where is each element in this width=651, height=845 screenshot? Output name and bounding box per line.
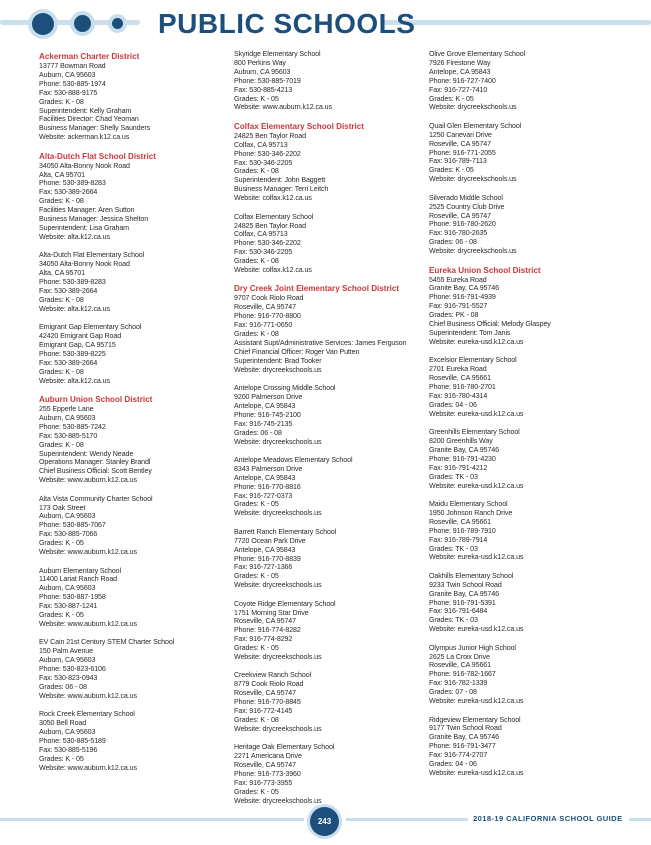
entry-line: 173 Oak Street xyxy=(39,503,86,512)
phone-line: Phone: 530-389-8283 xyxy=(39,179,106,188)
entry-line: Roseville, CA 95747 xyxy=(234,689,296,698)
website-line: Website: drycreekschools.us xyxy=(234,796,322,805)
grades-line: Grades: K - 05 xyxy=(234,644,279,653)
header-dot-medium xyxy=(74,15,91,32)
school-name: Heritage Oak Elementary School xyxy=(234,743,335,752)
website-line: Website: eureka-usd.k12.ca.us xyxy=(429,409,524,418)
school-name: Creekview Ranch School xyxy=(234,671,312,680)
school-name: Greenhills Elementary School xyxy=(429,428,520,437)
district-name: Alta-Dutch Flat School District xyxy=(39,151,156,161)
school-name: Rock Creek Elementary School xyxy=(39,710,135,719)
school-entry xyxy=(234,743,424,805)
phone-line: Phone: 530-887-1958 xyxy=(39,593,106,602)
entry-line: 1250 Canevari Drive xyxy=(429,130,492,139)
phone-line: Phone: 916-770-8816 xyxy=(234,482,301,491)
entry-line: Superintendent: Wendy Neade xyxy=(39,449,134,458)
header-dot-small xyxy=(112,18,123,29)
website-line: Website: www.auburn.k12.ca.us xyxy=(39,476,137,485)
entry-line: Antelope, CA 95843 xyxy=(429,67,491,76)
entry-line: Auburn, CA 95603 xyxy=(39,70,96,79)
entry-line: Chief Business Official: Scott Bentley xyxy=(39,467,152,476)
school-entry xyxy=(429,500,619,562)
entry-line: Antelope, CA 95843 xyxy=(234,473,296,482)
entry-line: 34050 Alta-Bonny Nook Road xyxy=(39,260,130,269)
grades-line: Grades: K - 08 xyxy=(39,295,84,304)
entry-line: Roseville, CA 95661 xyxy=(429,517,491,526)
entry-line: 800 Perkins Way xyxy=(234,58,286,67)
fax-line: Fax: 916-773-3955 xyxy=(234,778,293,787)
entry-line: 9707 Cook Riolo Road xyxy=(234,294,304,303)
phone-line: Phone: 916-791-3477 xyxy=(429,742,496,751)
school-name: Auburn Elementary School xyxy=(39,566,121,575)
school-name: Maidu Elementary School xyxy=(429,499,508,508)
school-entry xyxy=(234,213,424,275)
website-line: Website: www.auburn.k12.ca.us xyxy=(234,103,332,112)
school-name: Skyridge Elementary School xyxy=(234,50,321,58)
entry-line: Assistant Supt/Administrative Services: James Ferguson xyxy=(234,338,407,347)
grades-line: Grades: K - 05 xyxy=(234,572,279,581)
school-name: Antelope Crossing Middle School xyxy=(234,384,336,393)
page-title: PUBLIC SCHOOLS xyxy=(158,8,416,39)
entry-line: 255 Epperle Lane xyxy=(39,405,94,413)
entry-line: Antelope, CA 95843 xyxy=(234,401,296,410)
directory-column-2 xyxy=(234,50,424,815)
entry-line: Emigrant Gap, CA 95715 xyxy=(39,340,116,349)
school-entry xyxy=(39,638,229,700)
school-entry xyxy=(234,671,424,733)
grades-line: Grades: 06 - 08 xyxy=(234,428,282,437)
school-entry xyxy=(234,600,424,662)
entry-line: Superintendent: Lisa Graham xyxy=(39,224,129,232)
phone-line: Phone: 916-770-8800 xyxy=(234,312,301,321)
entry-line: 7926 Firestone Way xyxy=(429,58,491,67)
header-dot-large xyxy=(32,13,54,35)
school-name: Emigrant Gap Elementary School xyxy=(39,323,142,332)
district-entry xyxy=(39,52,229,142)
grades-line: Grades: 04 - 06 xyxy=(429,760,477,769)
phone-line: Phone: 530-885-7019 xyxy=(234,76,301,85)
school-entry xyxy=(39,323,229,385)
website-line: Website: colfax.k12.ca.us xyxy=(234,266,312,275)
website-line: Website: drycreekschools.us xyxy=(234,581,322,590)
grades-line: Grades: K - 08 xyxy=(234,257,279,266)
grades-line: Grades: K - 08 xyxy=(39,440,84,449)
footer-rule-middle xyxy=(346,818,468,821)
phone-line: Phone: 916-780-2701 xyxy=(429,383,496,391)
website-line: Website: alta.k12.ca.us xyxy=(39,376,110,385)
entry-line: Granite Bay, CA 95746 xyxy=(429,445,499,454)
website-line: Website: eureka-usd.k12.ca.us xyxy=(429,481,524,490)
phone-line: Phone: 530-885-7067 xyxy=(39,521,106,530)
phone-line: Phone: 530-823-6106 xyxy=(39,665,106,674)
fax-line: Fax: 916-727-1366 xyxy=(234,563,293,572)
fax-line: Fax: 916-780-2635 xyxy=(429,229,488,238)
grades-line: Grades: K - 08 xyxy=(39,197,84,206)
website-line: Website: drycreekschools.us xyxy=(429,247,517,256)
entry-line: 1751 Morning Star Drive xyxy=(234,608,309,617)
school-name: Quail Glen Elementary School xyxy=(429,121,522,130)
website-line: Website: drycreekschools.us xyxy=(429,103,517,112)
entry-line: Roseville, CA 95747 xyxy=(234,617,296,626)
website-line: Website: eureka-usd.k12.ca.us xyxy=(429,337,524,346)
phone-line: Phone: 916-780-2620 xyxy=(429,220,496,229)
phone-line: Phone: 530-885-5189 xyxy=(39,736,106,745)
entry-line: Superintendent: Tom Janis xyxy=(429,328,511,337)
grades-line: Grades: 06 - 08 xyxy=(39,682,87,691)
entry-line: 8779 Cook Riolo Road xyxy=(234,680,304,689)
website-line: Website: drycreekschools.us xyxy=(234,365,322,374)
entry-line: Facilities Manager: Aren Sutton xyxy=(39,206,135,215)
grades-line: Grades: 06 - 08 xyxy=(429,238,477,247)
phone-line: Phone: 916-770-8839 xyxy=(234,554,301,563)
district-entry xyxy=(39,152,229,242)
phone-line: Phone: 916-771-2055 xyxy=(429,148,496,157)
phone-line: Phone: 916-782-1667 xyxy=(429,670,496,679)
phone-line: Phone: 916-773-3960 xyxy=(234,770,301,779)
fax-line: Fax: 916-727-0373 xyxy=(234,491,293,500)
directory-column-3 xyxy=(429,50,619,787)
fax-line: Fax: 916-772-4145 xyxy=(234,707,293,716)
entry-line: Roseville, CA 95661 xyxy=(429,374,491,383)
entry-line: 2271 Americana Drive xyxy=(234,752,302,761)
entry-line: 1950 Johnson Ranch Drive xyxy=(429,508,513,517)
phone-line: Phone: 916-745-2100 xyxy=(234,410,301,419)
grades-line: Grades: K - 08 xyxy=(234,167,279,176)
grades-line: Grades: TK - 03 xyxy=(429,616,478,625)
website-line: Website: drycreekschools.us xyxy=(234,724,322,733)
grades-line: Grades: TK - 03 xyxy=(429,544,478,553)
phone-line: Phone: 530-885-7242 xyxy=(39,422,106,431)
phone-line: Phone: 916-770-8845 xyxy=(234,698,301,707)
grades-line: Grades: K - 05 xyxy=(39,539,84,548)
school-name: Colfax Elementary School xyxy=(234,212,314,221)
school-name: EV Cain 21st Century STEM Charter School xyxy=(39,638,175,647)
school-name: Excelsior Elementary School xyxy=(429,356,517,365)
entry-line: Auburn, CA 95603 xyxy=(39,584,96,593)
entry-line: 8200 Greenhills Way xyxy=(429,437,493,446)
school-name: Olive Grove Elementary School xyxy=(429,50,526,58)
school-entry xyxy=(234,528,424,590)
school-entry xyxy=(39,495,229,557)
entry-line: Facilities Director: Chad Yeoman xyxy=(39,115,139,124)
phone-line: Phone: 530-389-8283 xyxy=(39,278,106,287)
website-line: Website: alta.k12.ca.us xyxy=(39,232,110,241)
district-name: Dry Creek Joint Elementary School District xyxy=(234,284,400,294)
entry-line: Auburn, CA 95603 xyxy=(39,512,96,521)
school-entry xyxy=(234,384,424,446)
entry-line: Granite Bay, CA 95746 xyxy=(429,284,499,293)
directory-column-1 xyxy=(39,50,229,782)
school-name: Coyote Ridge Elementary School xyxy=(234,599,336,608)
entry-line: Auburn, CA 95603 xyxy=(39,728,96,736)
school-name: Alta-Dutch Flat Elementary School xyxy=(39,251,145,260)
entry-line: 9233 Twin School Road xyxy=(429,580,502,589)
entry-line: Auburn, CA 95603 xyxy=(234,67,291,76)
website-line: Website: colfax.k12.ca.us xyxy=(234,194,312,203)
phone-line: Phone: 916-727-7400 xyxy=(429,76,496,85)
district-name: Eureka Union School District xyxy=(429,265,541,275)
entry-line: 24825 Ben Taylor Road xyxy=(234,131,306,140)
entry-line: 150 Palm Avenue xyxy=(39,647,93,656)
grades-line: Grades: K - 05 xyxy=(234,94,279,103)
website-line: Website: drycreekschools.us xyxy=(234,437,322,446)
entry-line: Business Manager: Shelly Saunders xyxy=(39,124,151,133)
entry-line: 3050 Bell Road xyxy=(39,719,87,728)
phone-line: Phone: 530-346-2202 xyxy=(234,149,301,158)
fax-line: Fax: 916-727-7410 xyxy=(429,85,488,94)
fax-line: Fax: 916-791-5527 xyxy=(429,302,488,311)
guide-title: 2018-19 CALIFORNIA SCHOOL GUIDE xyxy=(473,814,623,823)
fax-line: Fax: 530-887-1241 xyxy=(39,602,98,611)
fax-line: Fax: 916-780-4314 xyxy=(429,391,488,400)
grades-line: Grades: K - 08 xyxy=(234,330,279,339)
entry-line: Roseville, CA 95747 xyxy=(234,761,296,770)
district-name: Colfax Elementary School District xyxy=(234,121,364,131)
entry-line: Alta, CA 95701 xyxy=(39,170,85,179)
entry-line: 34050 Alta-Bonny Nook Road xyxy=(39,161,130,170)
grades-line: Grades: K - 08 xyxy=(39,97,84,106)
fax-line: Fax: 530-885-7066 xyxy=(39,530,98,539)
website-line: Website: ackerman.k12.ca.us xyxy=(39,133,130,142)
entry-line: 2625 La Croix Drive xyxy=(429,652,490,661)
fax-line: Fax: 916-774-2707 xyxy=(429,751,488,760)
grades-line: Grades: K - 05 xyxy=(234,787,279,796)
website-line: Website: eureka-usd.k12.ca.us xyxy=(429,625,524,634)
school-entry xyxy=(429,50,619,112)
website-line: Website: www.auburn.k12.ca.us xyxy=(39,548,137,557)
page-number: 243 xyxy=(310,807,339,836)
entry-line: 9177 Twin School Road xyxy=(429,724,502,733)
school-name: Barrett Ranch Elementary School xyxy=(234,527,337,536)
header-rule-right xyxy=(383,20,651,25)
entry-line: 7720 Ocean Park Drive xyxy=(234,536,306,545)
website-line: Website: drycreekschools.us xyxy=(429,175,517,184)
fax-line: Fax: 530-885-4213 xyxy=(234,85,293,94)
school-entry xyxy=(234,456,424,518)
fax-line: Fax: 530-389-2664 xyxy=(39,188,98,197)
school-entry xyxy=(429,122,619,184)
school-entry xyxy=(234,50,424,112)
school-entry xyxy=(429,716,619,778)
website-line: Website: www.auburn.k12.ca.us xyxy=(39,763,137,772)
school-entry xyxy=(39,710,229,772)
website-line: Website: drycreekschools.us xyxy=(234,653,322,662)
website-line: Website: www.auburn.k12.ca.us xyxy=(39,619,137,628)
fax-line: Fax: 916-782-1339 xyxy=(429,679,488,688)
entry-line: 5455 Eureka Road xyxy=(429,275,487,284)
entry-line: Roseville, CA 95747 xyxy=(429,139,491,148)
entry-line: Colfax, CA 95713 xyxy=(234,140,288,149)
school-entry xyxy=(39,567,229,629)
grades-line: Grades: K - 08 xyxy=(39,367,84,376)
phone-line: Phone: 916-774-8282 xyxy=(234,626,301,635)
school-name: Antelope Meadows Elementary School xyxy=(234,455,353,464)
grades-line: Grades: K - 05 xyxy=(39,611,84,620)
grades-line: Grades: K - 05 xyxy=(429,166,474,175)
phone-line: Phone: 530-885-1974 xyxy=(39,79,106,88)
school-name: Ridgeview Elementary School xyxy=(429,715,521,724)
grades-line: Grades: K - 05 xyxy=(429,94,474,103)
grades-line: Grades: K - 08 xyxy=(234,716,279,724)
grades-line: Grades: K - 05 xyxy=(39,754,84,763)
district-name: Ackerman Charter District xyxy=(39,52,140,61)
website-line: Website: www.auburn.k12.ca.us xyxy=(39,691,137,700)
entry-line: Roseville, CA 95747 xyxy=(234,303,296,312)
phone-line: Phone: 916-791-4230 xyxy=(429,454,496,463)
fax-line: Fax: 916-789-7914 xyxy=(429,535,488,544)
website-line: Website: eureka-usd.k12.ca.us xyxy=(429,553,524,562)
entry-line: Colfax, CA 95713 xyxy=(234,230,288,239)
fax-line: Fax: 530-885-5170 xyxy=(39,431,98,440)
fax-line: Fax: 530-823-0943 xyxy=(39,673,98,682)
entry-line: 11400 Lariat Ranch Road xyxy=(39,575,118,584)
fax-line: Fax: 530-389-2664 xyxy=(39,286,98,295)
fax-line: Fax: 530-885-5196 xyxy=(39,745,98,754)
phone-line: Phone: 916-791-4939 xyxy=(429,293,496,302)
entry-line: Auburn, CA 95603 xyxy=(39,413,96,422)
school-entry xyxy=(429,428,619,490)
school-entry xyxy=(39,251,229,313)
entry-line: 2701 Eureka Road xyxy=(429,365,487,374)
school-name: Oakhills Elementary School xyxy=(429,571,514,580)
district-name: Auburn Union School District xyxy=(39,395,153,404)
entry-line: Chief Financial Officer: Roger Van Putten xyxy=(234,347,360,356)
district-entry xyxy=(234,284,424,374)
footer-rule-right xyxy=(629,818,651,821)
school-entry xyxy=(429,644,619,706)
entry-line: Alta, CA 95701 xyxy=(39,269,85,278)
entry-line: 13777 Bowman Road xyxy=(39,62,106,70)
fax-line: Fax: 530-888-9175 xyxy=(39,88,98,97)
phone-line: Phone: 530-389-8225 xyxy=(39,349,106,358)
fax-line: Fax: 916-745-2135 xyxy=(234,419,293,428)
entry-line: Roseville, CA 95747 xyxy=(429,211,491,220)
fax-line: Fax: 530-389-2664 xyxy=(39,358,98,367)
fax-line: Fax: 530-346-2205 xyxy=(234,248,293,257)
grades-line: Grades: PK - 08 xyxy=(429,311,479,320)
school-name: Alta Vista Community Charter School xyxy=(39,494,153,503)
fax-line: Fax: 530-346-2205 xyxy=(234,158,293,167)
entry-line: Granite Bay, CA 95746 xyxy=(429,733,499,742)
entry-line: 9200 Palmerson Drive xyxy=(234,393,303,401)
fax-line: Fax: 916-771-0650 xyxy=(234,321,293,330)
grades-line: Grades: K - 05 xyxy=(234,500,279,509)
school-name: Olympus Junior High School xyxy=(429,643,516,652)
grades-line: Grades: 07 - 08 xyxy=(429,688,477,697)
phone-line: Phone: 530-346-2202 xyxy=(234,239,301,248)
grades-line: Grades: TK - 03 xyxy=(429,472,478,481)
entry-line: Superintendent: Brad Tooker xyxy=(234,356,322,365)
website-line: Website: eureka-usd.k12.ca.us xyxy=(429,697,524,706)
entry-line: Business Manager: Jessica Shelton xyxy=(39,215,149,224)
website-line: Website: drycreekschools.us xyxy=(234,509,322,518)
fax-line: Fax: 916-789-7113 xyxy=(429,157,487,166)
grades-line: Grades: 04 - 06 xyxy=(429,400,477,409)
entry-line: 2525 Country Club Drive xyxy=(429,202,505,211)
fax-line: Fax: 916-791-4212 xyxy=(429,463,488,472)
entry-line: Business Manager: Terri Leitch xyxy=(234,185,329,194)
school-name: Silverado Middle School xyxy=(429,193,503,202)
school-entry xyxy=(429,356,619,418)
fax-line: Fax: 916-774-8292 xyxy=(234,635,293,644)
entry-line: Granite Bay, CA 95746 xyxy=(429,589,499,598)
footer-rule-left xyxy=(0,818,304,821)
entry-line: 42420 Emigrant Gap Road xyxy=(39,332,122,341)
website-line: Website: alta.k12.ca.us xyxy=(39,304,110,313)
entry-line: 8343 Palmerson Drive xyxy=(234,464,303,473)
entry-line: Antelope, CA 95843 xyxy=(234,545,296,554)
fax-line: Fax: 916-791-6484 xyxy=(429,607,488,616)
school-entry xyxy=(429,572,619,634)
website-line: Website: eureka-usd.k12.ca.us xyxy=(429,768,524,777)
entry-line: Auburn, CA 95603 xyxy=(39,656,96,665)
phone-line: Phone: 916-789-7910 xyxy=(429,526,496,535)
school-entry xyxy=(429,194,619,256)
phone-line: Phone: 916-791-5391 xyxy=(429,598,496,607)
entry-line: Operations Manager: Stanley Brandl xyxy=(39,458,151,467)
district-entry xyxy=(429,266,619,347)
entry-line: Superintendent: John Baggett xyxy=(234,176,326,185)
entry-line: Superintendent: Kelly Graham xyxy=(39,106,132,115)
entry-line: Chief Business Official: Melody Glaspey xyxy=(429,320,551,329)
entry-line: 24825 Ben Taylor Road xyxy=(234,221,306,230)
entry-line: Roseville, CA 95661 xyxy=(429,661,491,670)
district-entry xyxy=(234,122,424,203)
district-entry xyxy=(39,395,229,485)
